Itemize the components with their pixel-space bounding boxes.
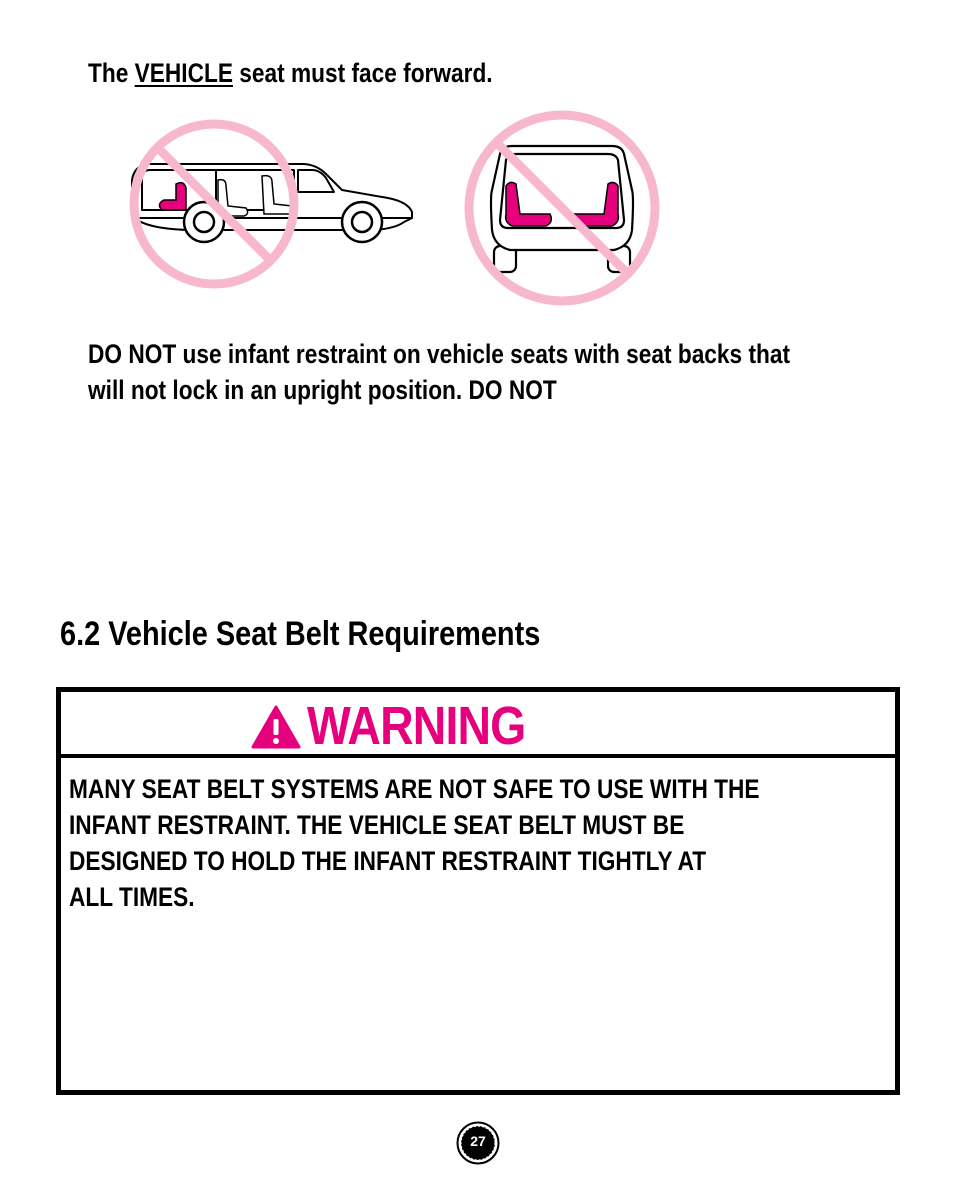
warning-line-4: ALL TIMES. <box>69 882 195 912</box>
warning-header <box>61 692 895 758</box>
warning-triangle-icon <box>251 704 301 750</box>
caution-line-2: will not lock in an upright position. DO NOT <box>88 375 557 405</box>
section-heading: 6.2 Vehicle Seat Belt Requirements <box>60 615 541 653</box>
car-rear-view-prohibited-icon <box>460 110 664 310</box>
intro-emphasis: VEHICLE <box>134 58 233 88</box>
car-side-view-prohibited-icon <box>126 118 421 290</box>
warning-line-2: INFANT RESTRAINT. THE VEHICLE SEAT BELT MUST BE <box>69 810 685 840</box>
intro-line <box>88 58 493 89</box>
intro-suffix: seat must face forward. <box>239 58 493 88</box>
intro-prefix: The <box>88 58 129 88</box>
page-number: 27 <box>470 1133 486 1149</box>
caution-line-1: DO NOT use infant restraint on vehicle seats with seat backs that <box>88 339 791 369</box>
warning-title: WARNING <box>307 696 526 756</box>
warning-line-3: DESIGNED TO HOLD THE INFANT RESTRAINT TIGHTLY AT <box>69 846 707 876</box>
warning-line-1: MANY SEAT BELT SYSTEMS ARE NOT SAFE TO USE WITH THE <box>69 774 760 804</box>
warning-box <box>56 687 900 1095</box>
